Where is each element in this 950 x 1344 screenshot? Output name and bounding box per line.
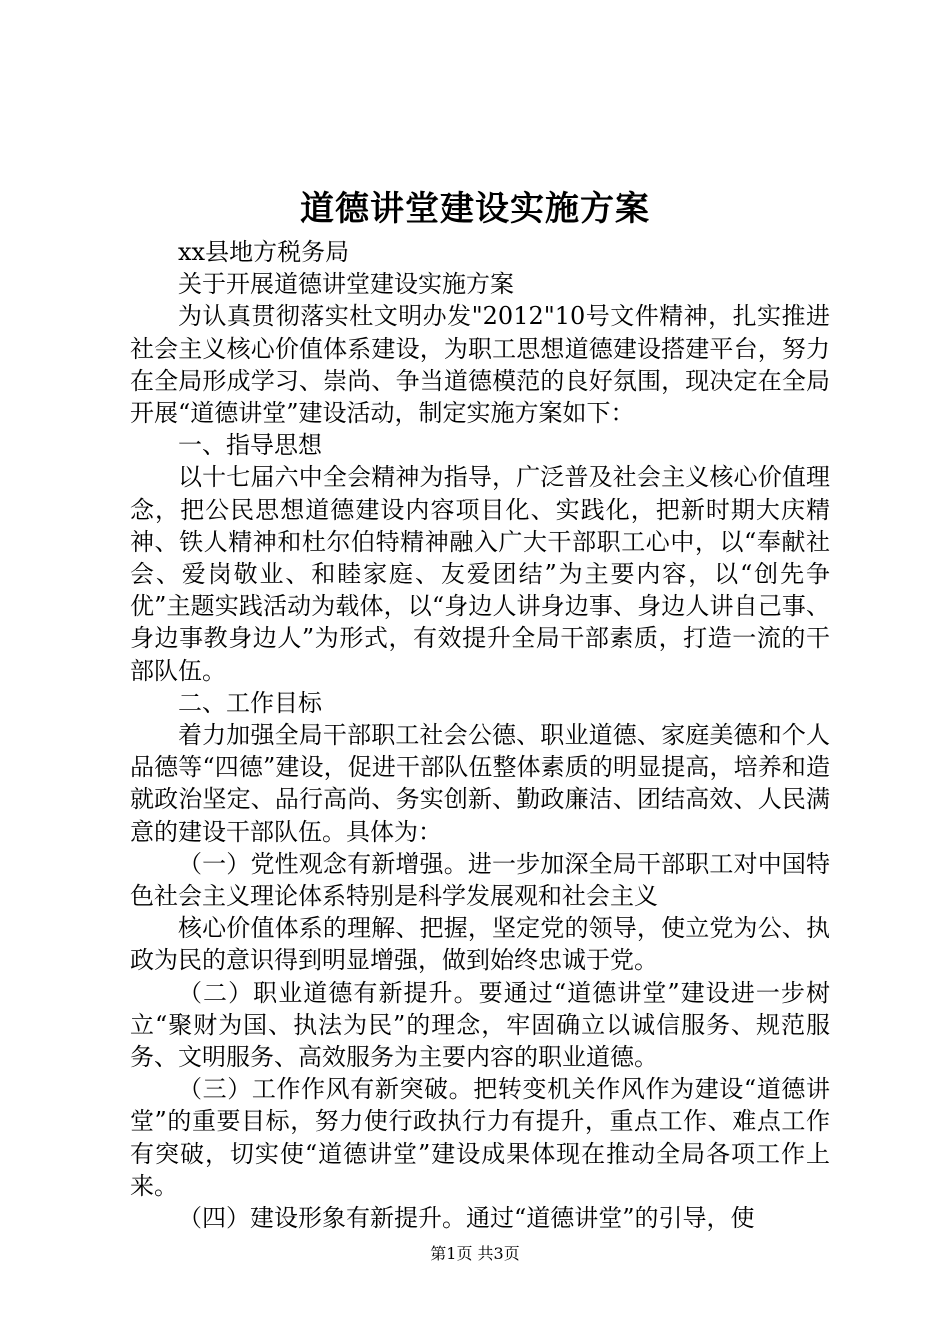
paragraph-goal-1: （一）党性观念有新增强。进一步加深全局干部职工对中国特色社会主义理论体系特别是科学发展观和社会主义 — [130, 849, 830, 911]
section-heading-work-goals: 二、工作目标 — [178, 688, 322, 717]
paragraph-goal-3: （三）工作作风有新突破。把转变机关作风作为建设“道德讲堂”的重要目标，努力使行政执行力有提升，重点工作、难点工作有突破，切实使“道德讲堂”建设成果体现在推动全局各项工作上来。 — [130, 1075, 830, 1200]
document-title: 道德讲堂建设实施方案 — [300, 189, 650, 229]
paragraph-goal-2: （二）职业道德有新提升。要通过“道德讲堂”建设进一步树立“聚财为国、执法为民”的理念，牢固确立以诚信服务、规范服务、文明服务、高效服务为主要内容的职业道德。 — [130, 978, 830, 1072]
page-number-footer: 第1页 共3页 — [430, 1244, 520, 1263]
document-body — [130, 236, 830, 1234]
paragraph-intro: 为认真贯彻落实杜文明办发"2012"10号文件精神，扎实推进社会主义核心价值体系建设，为职工思想道德建设搭建平台，努力在全局形成学习、崇尚、争当道德模范的良好氛围，现决定在全局开展“道德讲堂”建设活动，制定实施方案如下： — [130, 302, 830, 428]
paragraph-work-goals: 着力加强全局干部职工社会公德、职业道德、家庭美德和个人品德等“四德”建设，促进干部队伍整体素质的明显提高，培养和造就政治坚定、品行高尚、务实创新、勤政廉洁、团结高效、人民满意的建设干部队伍。具体为： — [130, 721, 830, 846]
paragraph-goal-4: （四）建设形象有新提升。通过“道德讲堂”的引导，使 — [178, 1204, 755, 1233]
paragraph-guiding-thought: 以十七届六中全会精神为指导，广泛普及社会主义核心价值理念，把公民思想道德建设内容项目化、实践化，把新时期大庆精神、铁人精神和杜尔伯特精神融入广大干部职工心中，以“奉献社会、爱岗敬业、和睦家庭、友爱团结”为主要内容，以“创先争优”主题实践活动为载体，以“身边人讲身边事、身边人讲自己事、身边事教身边人”为形式，有效提升全局干部素质，打造一流的干部队伍。 — [130, 463, 830, 685]
paragraph-goal-1-continued: 核心价值体系的理解、把握，坚定党的领导，使立党为公、执政为民的意识得到明显增强，做到始终忠诚于党。 — [130, 914, 830, 975]
paragraph-subject: 关于开展道德讲堂建设实施方案 — [178, 270, 514, 299]
paragraph-issuer: xx县地方税务局 — [178, 238, 350, 266]
section-heading-guiding-thought: 一、指导思想 — [178, 431, 322, 460]
